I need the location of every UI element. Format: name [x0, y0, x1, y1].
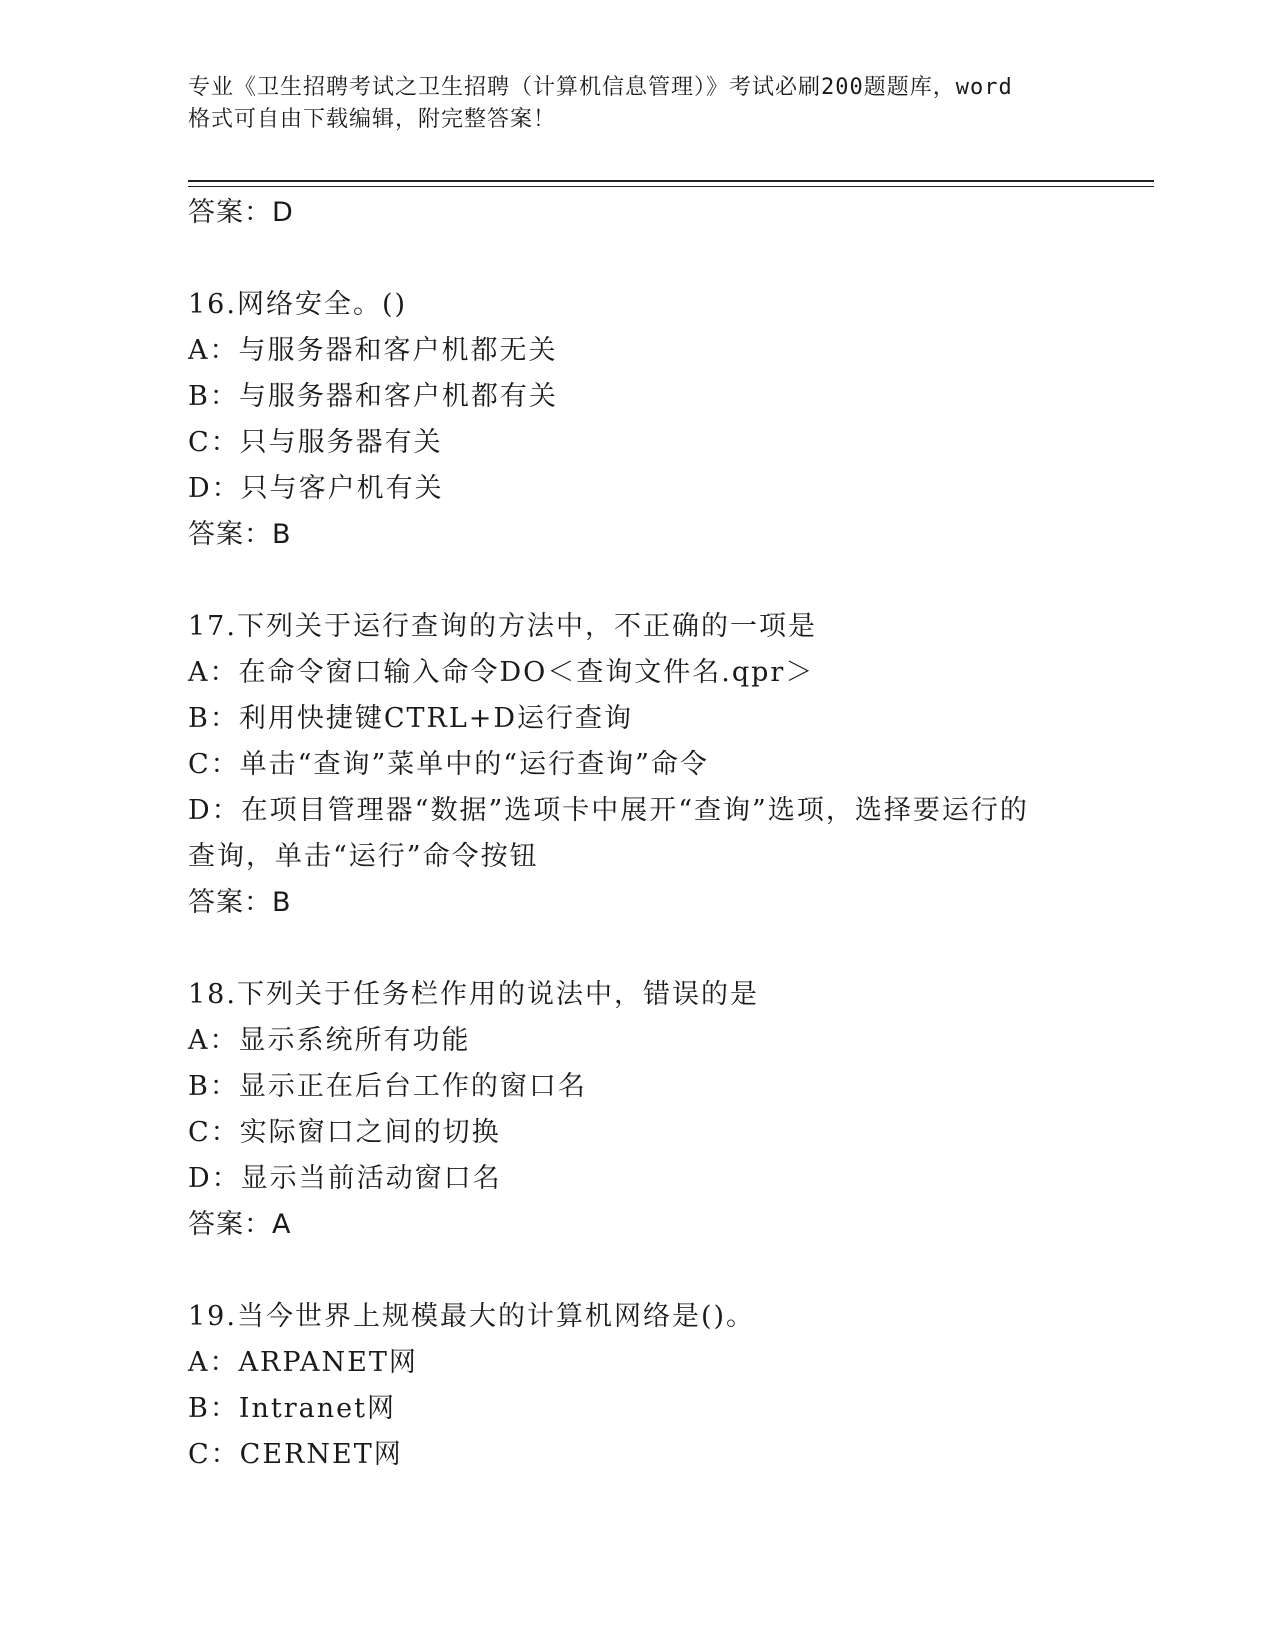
question-stem: 17.下列关于运行查询的方法中，不正确的一项是: [188, 611, 817, 642]
answer-value: B: [272, 519, 292, 550]
option-b: B：利用快捷键CTRL+D运行查询: [188, 703, 634, 734]
document-header: [188, 72, 1088, 136]
question-18: [188, 972, 1088, 1248]
question-stem: 19.当今世界上规模最大的计算机网络是()。: [188, 1301, 756, 1332]
option-a: A：显示系统所有功能: [188, 1025, 471, 1056]
answer-label: 答案：: [188, 887, 272, 918]
option-d: D：显示当前活动窗口名: [188, 1163, 502, 1194]
option-b: B：显示正在后台工作的窗口名: [188, 1071, 587, 1102]
document-body: [188, 190, 1088, 1478]
answer-value: A: [272, 1209, 292, 1240]
option-c: C：单击“查询”菜单中的“运行查询”命令: [188, 749, 709, 780]
option-c: C：CERNET网: [188, 1439, 403, 1470]
header-rule-thick: [188, 180, 1154, 182]
option-d-continued: 查询，单击“运行”命令按钮: [188, 841, 539, 872]
option-a: A：与服务器和客户机都无关: [188, 335, 558, 366]
header-rule-thin: [188, 186, 1154, 187]
option-a: A：ARPANET网: [188, 1347, 418, 1378]
header-line-1: 专业《卫生招聘考试之卫生招聘（计算机信息管理）》考试必刷200题题库，word: [188, 75, 1013, 100]
answer-label: 答案：: [188, 197, 272, 228]
question-stem: 18.下列关于任务栏作用的说法中，错误的是: [188, 979, 759, 1010]
option-c: C：实际窗口之间的切换: [188, 1117, 501, 1148]
option-b: B：与服务器和客户机都有关: [188, 381, 558, 412]
answer-line: [188, 512, 1088, 558]
question-19: [188, 1294, 1088, 1478]
answer-value: B: [272, 887, 292, 918]
option-d: D：只与客户机有关: [188, 473, 444, 504]
option-b: B：Intranet网: [188, 1393, 396, 1424]
answer-line-prev: [188, 190, 1088, 236]
option-c: C：只与服务器有关: [188, 427, 443, 458]
question-stem: 16.网络安全。(): [188, 289, 408, 320]
answer-value: D: [272, 197, 294, 228]
answer-line: [188, 880, 1088, 926]
question-16: [188, 282, 1088, 558]
answer-label: 答案：: [188, 519, 272, 550]
option-d: D：在项目管理器“数据”选项卡中展开“查询”选项，选择要运行的: [188, 795, 1029, 826]
answer-line: [188, 1202, 1088, 1248]
header-line-2: 格式可自由下载编辑，附完整答案！: [188, 107, 557, 132]
answer-label: 答案：: [188, 1209, 272, 1240]
option-a: A：在命令窗口输入命令DO＜查询文件名.qpr＞: [188, 657, 815, 688]
question-17: [188, 604, 1088, 926]
